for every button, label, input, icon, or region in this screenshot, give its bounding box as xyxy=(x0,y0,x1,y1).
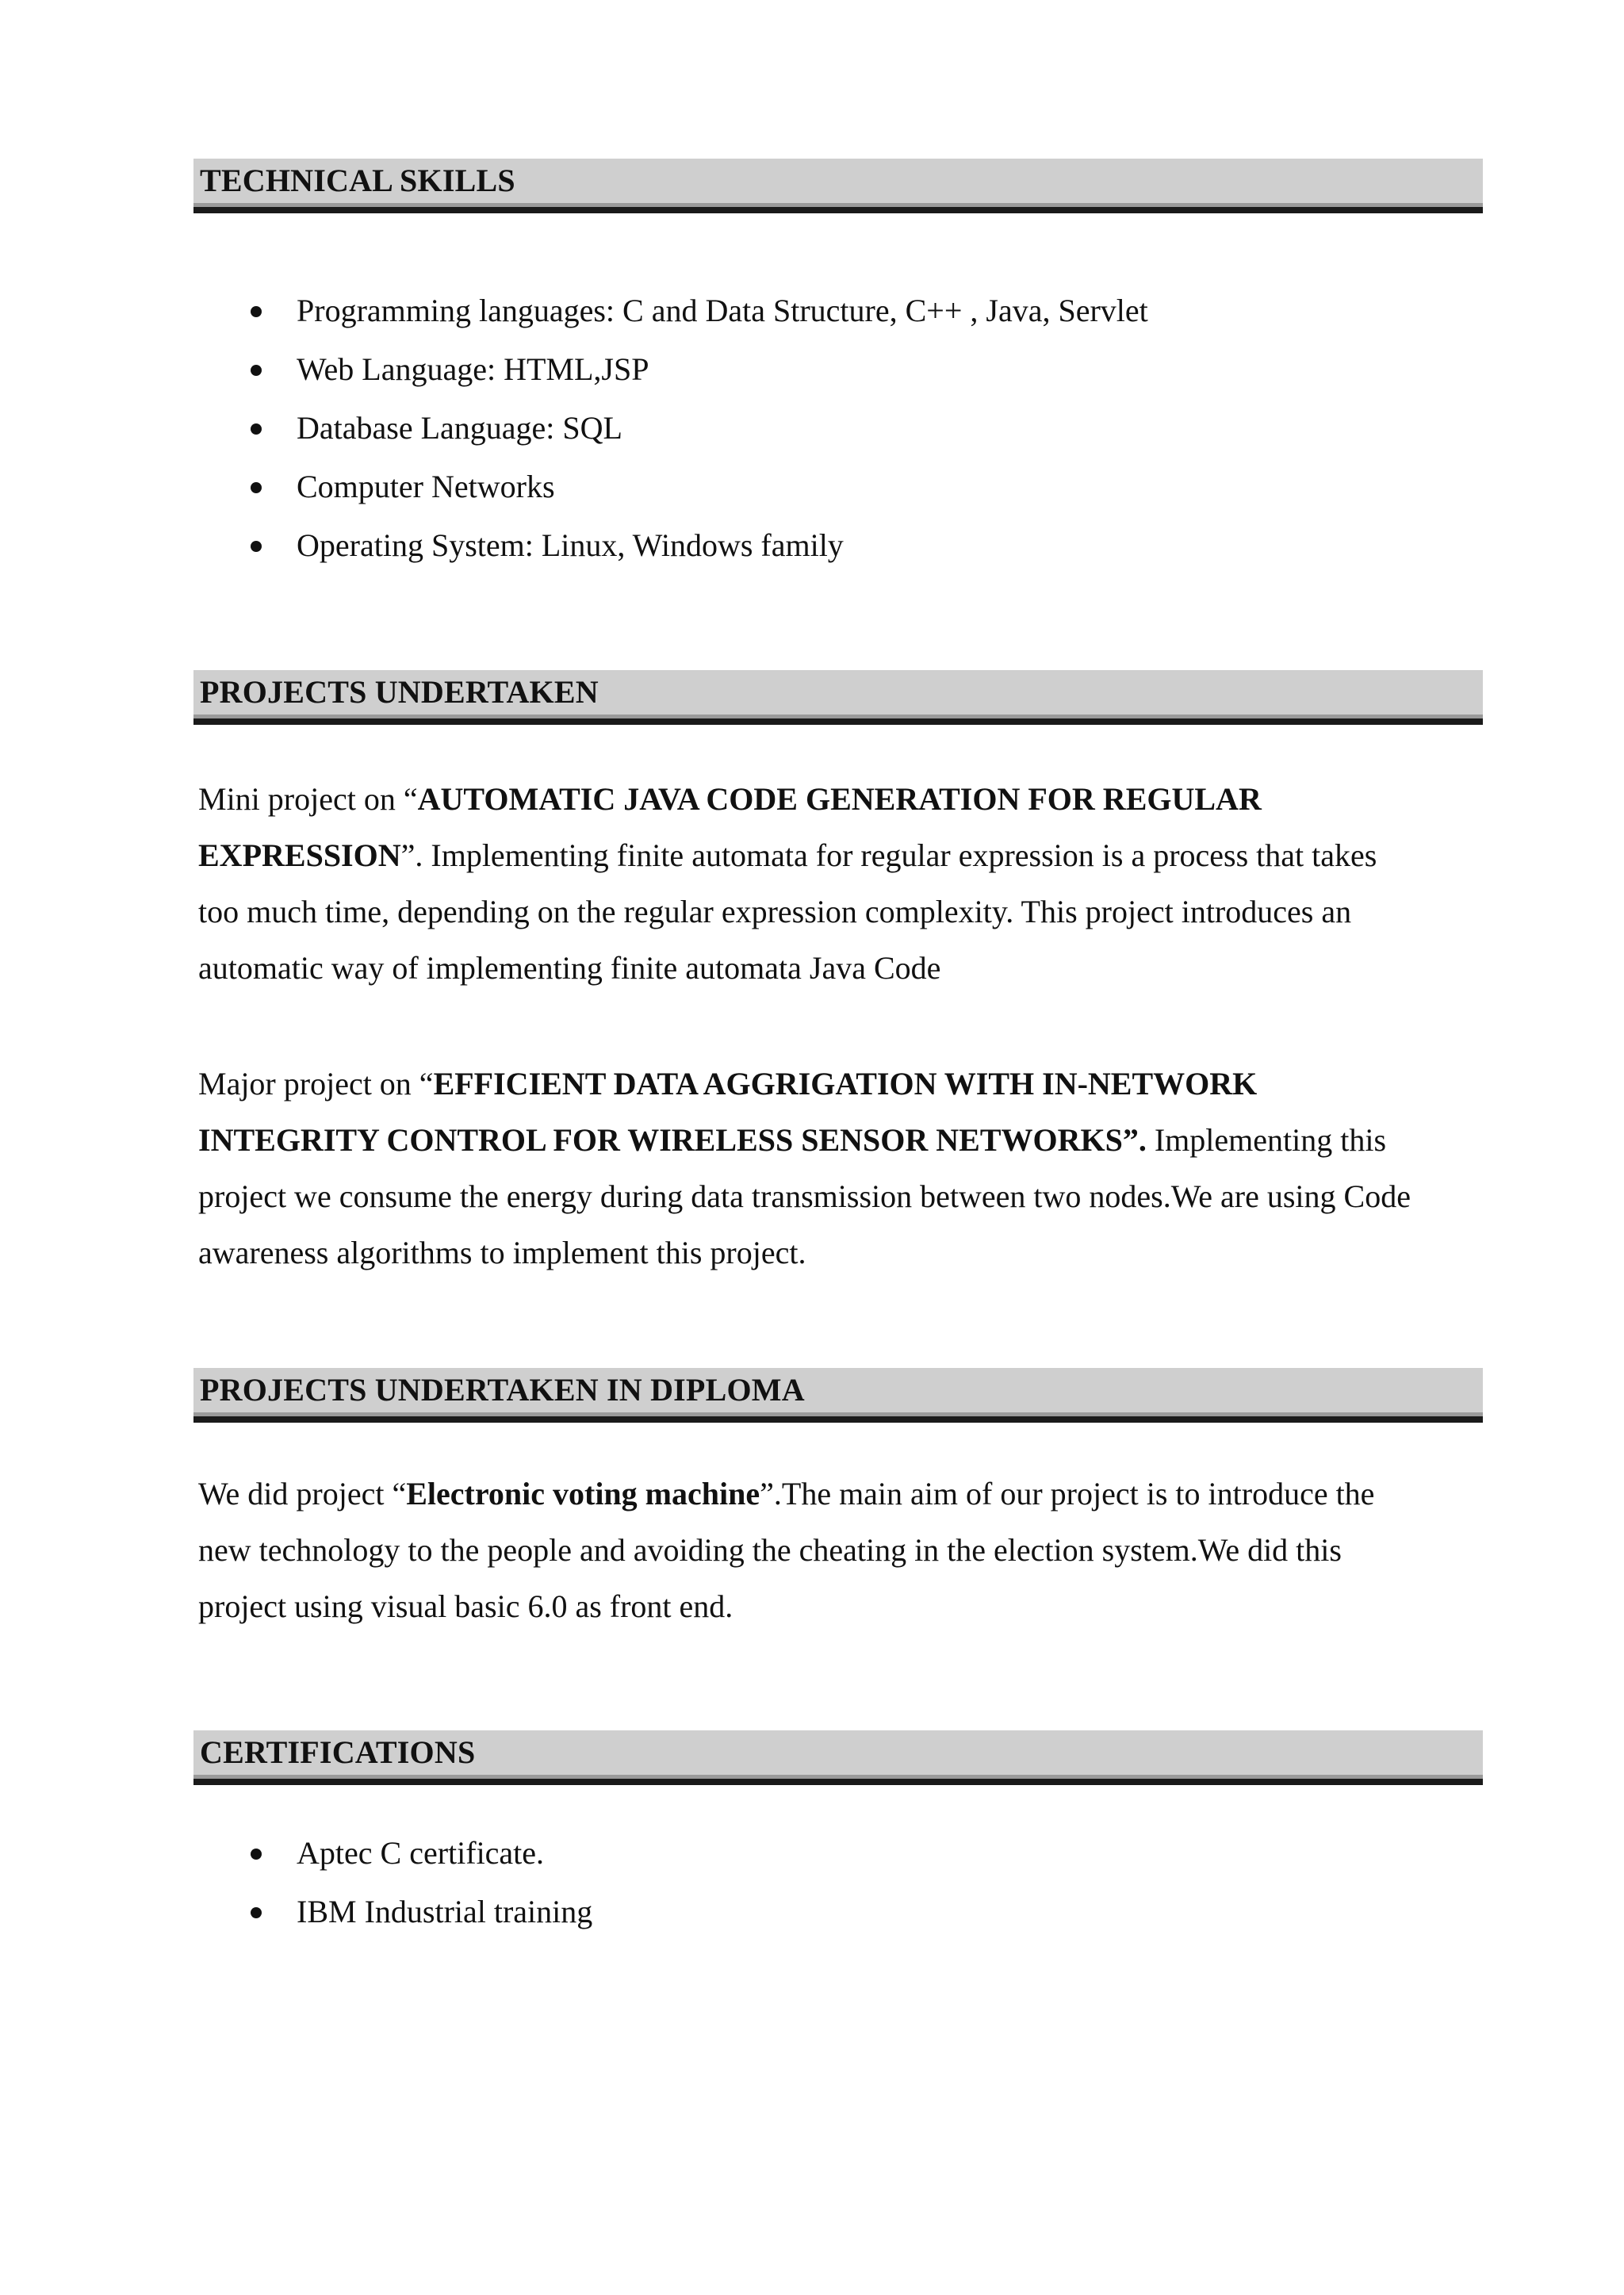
section-title: PROJECTS UNDERTAKEN xyxy=(200,674,599,710)
project-title: INTEGRITY CONTROL FOR WIRELESS SENSOR NETWORKS”. xyxy=(198,1122,1147,1158)
section-title: TECHNICAL SKILLS xyxy=(200,163,515,198)
text-run: ”. Implementing finite automata for regular expression is a process that takes xyxy=(400,837,1377,873)
skill-text: Database Language: SQL xyxy=(297,410,622,446)
list-item xyxy=(246,340,1148,399)
text-line: awareness algorithms to implement this project. xyxy=(198,1235,806,1270)
list-item xyxy=(246,399,1148,458)
bullet-icon xyxy=(251,541,262,552)
projects-diploma-header xyxy=(193,1368,1483,1423)
section-title: CERTIFICATIONS xyxy=(200,1734,476,1770)
text-run: We did project “ xyxy=(198,1476,407,1511)
list-item xyxy=(246,1824,592,1883)
text-run: Mini project on “ xyxy=(198,781,418,817)
skill-text: Programming languages: C and Data Structure, C++ , Java, Servlet xyxy=(297,293,1148,328)
text-line: project we consume the energy during data transmission between two nodes.We are using Code xyxy=(198,1178,1411,1214)
text-line xyxy=(198,827,1483,883)
major-project-paragraph xyxy=(198,1056,1483,1281)
project-title: EFFICIENT DATA AGGRIGATION WITH IN-NETWORK xyxy=(433,1066,1258,1102)
list-item xyxy=(246,458,1148,516)
skill-text: Operating System: Linux, Windows family xyxy=(297,527,844,563)
project-title: EXPRESSION xyxy=(198,837,401,873)
text-line: too much time, depending on the regular expression complexity. This project introduces an xyxy=(198,894,1352,929)
bullet-icon xyxy=(251,365,262,376)
list-item xyxy=(246,516,1148,575)
text-line: automatic way of implementing finite automata Java Code xyxy=(198,950,941,986)
header-rule-dark xyxy=(193,207,1483,213)
skill-text: Computer Networks xyxy=(297,469,555,504)
diploma-project-paragraph xyxy=(198,1466,1483,1634)
bullet-icon xyxy=(251,482,262,493)
technical-skills-header xyxy=(193,159,1483,214)
bullet-icon xyxy=(251,1849,262,1860)
text-line xyxy=(198,771,1483,827)
text-line xyxy=(198,1466,1483,1522)
bullet-icon xyxy=(251,423,262,435)
text-run: ”.The main aim of our project is to introduce the xyxy=(760,1476,1375,1511)
section-title: PROJECTS UNDERTAKEN IN DIPLOMA xyxy=(200,1372,805,1408)
header-rule-dark xyxy=(193,718,1483,725)
project-title: Electronic voting machine xyxy=(406,1476,760,1511)
text-run: Implementing this xyxy=(1146,1122,1387,1158)
certifications-list xyxy=(246,1824,592,1941)
text-line: project using visual basic 6.0 as front end. xyxy=(198,1588,733,1624)
text-line xyxy=(198,1112,1483,1168)
bullet-icon xyxy=(251,1907,262,1918)
project-title: AUTOMATIC JAVA CODE GENERATION FOR REGULAR xyxy=(417,781,1262,817)
header-rule-dark xyxy=(193,1779,1483,1785)
technical-skills-list xyxy=(246,282,1148,575)
list-item xyxy=(246,1883,592,1941)
text-line: new technology to the people and avoiding the cheating in the election system.We did this xyxy=(198,1532,1342,1568)
projects-undertaken-header xyxy=(193,670,1483,726)
header-rule-dark xyxy=(193,1416,1483,1423)
text-line xyxy=(198,1056,1483,1112)
mini-project-paragraph xyxy=(198,771,1483,996)
text-run: Major project on “ xyxy=(198,1066,434,1102)
certification-text: IBM Industrial training xyxy=(297,1894,593,1929)
certification-text: Aptec C certificate. xyxy=(297,1835,545,1871)
bullet-icon xyxy=(251,306,262,317)
skill-text: Web Language: HTML,JSP xyxy=(297,351,649,387)
certifications-header xyxy=(193,1730,1483,1786)
list-item xyxy=(246,282,1148,340)
